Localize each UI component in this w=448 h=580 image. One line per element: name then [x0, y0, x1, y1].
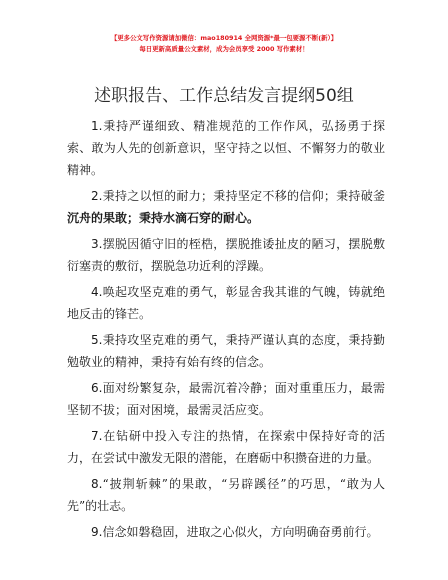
outline-item-5 [67, 329, 385, 373]
item-text: 面对纷繁复杂，最需沉着冷静；面对重重压力，最需坚韧不拔；面对困境，最需灵活应变。 [67, 381, 385, 417]
outline-item-9 [67, 521, 385, 543]
outline-item-3 [67, 233, 385, 277]
item-number: 2. [91, 189, 103, 203]
item-number: 1. [91, 119, 103, 133]
outline-item-6 [67, 377, 385, 421]
outline-item-8 [67, 473, 385, 517]
item-bold-text: 沉舟的果敢；秉持水滴石穿的耐心。 [67, 211, 260, 225]
outline-item-1 [67, 115, 385, 181]
item-number: 4. [91, 285, 103, 299]
item-text: 秉持之以恒的耐力；秉持坚定不移的信仰；秉持破釜 [102, 189, 385, 203]
item-text: 摆脱因循守旧的桎梏，摆脱推诿扯皮的陋习，摆脱敷衍塞责的敷衍，摆脱急功近利的浮躁。 [67, 237, 385, 273]
item-text: 唤起攻坚克难的勇气，彰显舍我其谁的气魄，铸就绝地反击的锋芒。 [67, 285, 385, 321]
item-number: 5. [91, 333, 103, 347]
item-number: 6. [91, 381, 103, 395]
outline-item-2 [67, 185, 385, 229]
item-number: 8. [91, 477, 103, 491]
item-text: 秉持攻坚克难的勇气，秉持严谨认真的态度，秉持勤勉敬业的精神，秉持有始有终的信念。 [67, 333, 385, 369]
item-text: 秉持严谨细致、精准规范的工作作风，弘扬勇于探索、敢为人先的创新意识，坚守持之以恒、不懈努力的敬业精神。 [67, 119, 385, 177]
promo-banner-line-1: 【更多公文写作资源请加微信：mao180914 全网资源*最一包要源不断(新）】 [110, 34, 338, 42]
document-title: 述职报告、工作总结发言提纲50组 [94, 86, 354, 106]
outline-item-4 [67, 281, 385, 325]
item-number: 9. [91, 525, 103, 539]
promo-banner-line-2: 每日更新高质量公文素材，成为会员享受 2000 写作素材！ [139, 45, 309, 53]
outline-list [67, 115, 385, 547]
item-text: “披荆斩棘”的果敢，“另辟蹊径”的巧思，“敢为人先”的壮志。 [67, 477, 385, 513]
item-text: 在钻研中投入专注的热情，在探索中保持好奇的活力，在尝试中激发无限的潜能，在磨砺中积攒奋进的力量。 [67, 429, 385, 465]
item-text: 信念如磐稳固，进取之心似火，方向明确奋勇前行。 [102, 525, 379, 539]
item-number: 7. [91, 429, 103, 443]
item-number: 3. [91, 237, 103, 251]
outline-item-7 [67, 425, 385, 469]
